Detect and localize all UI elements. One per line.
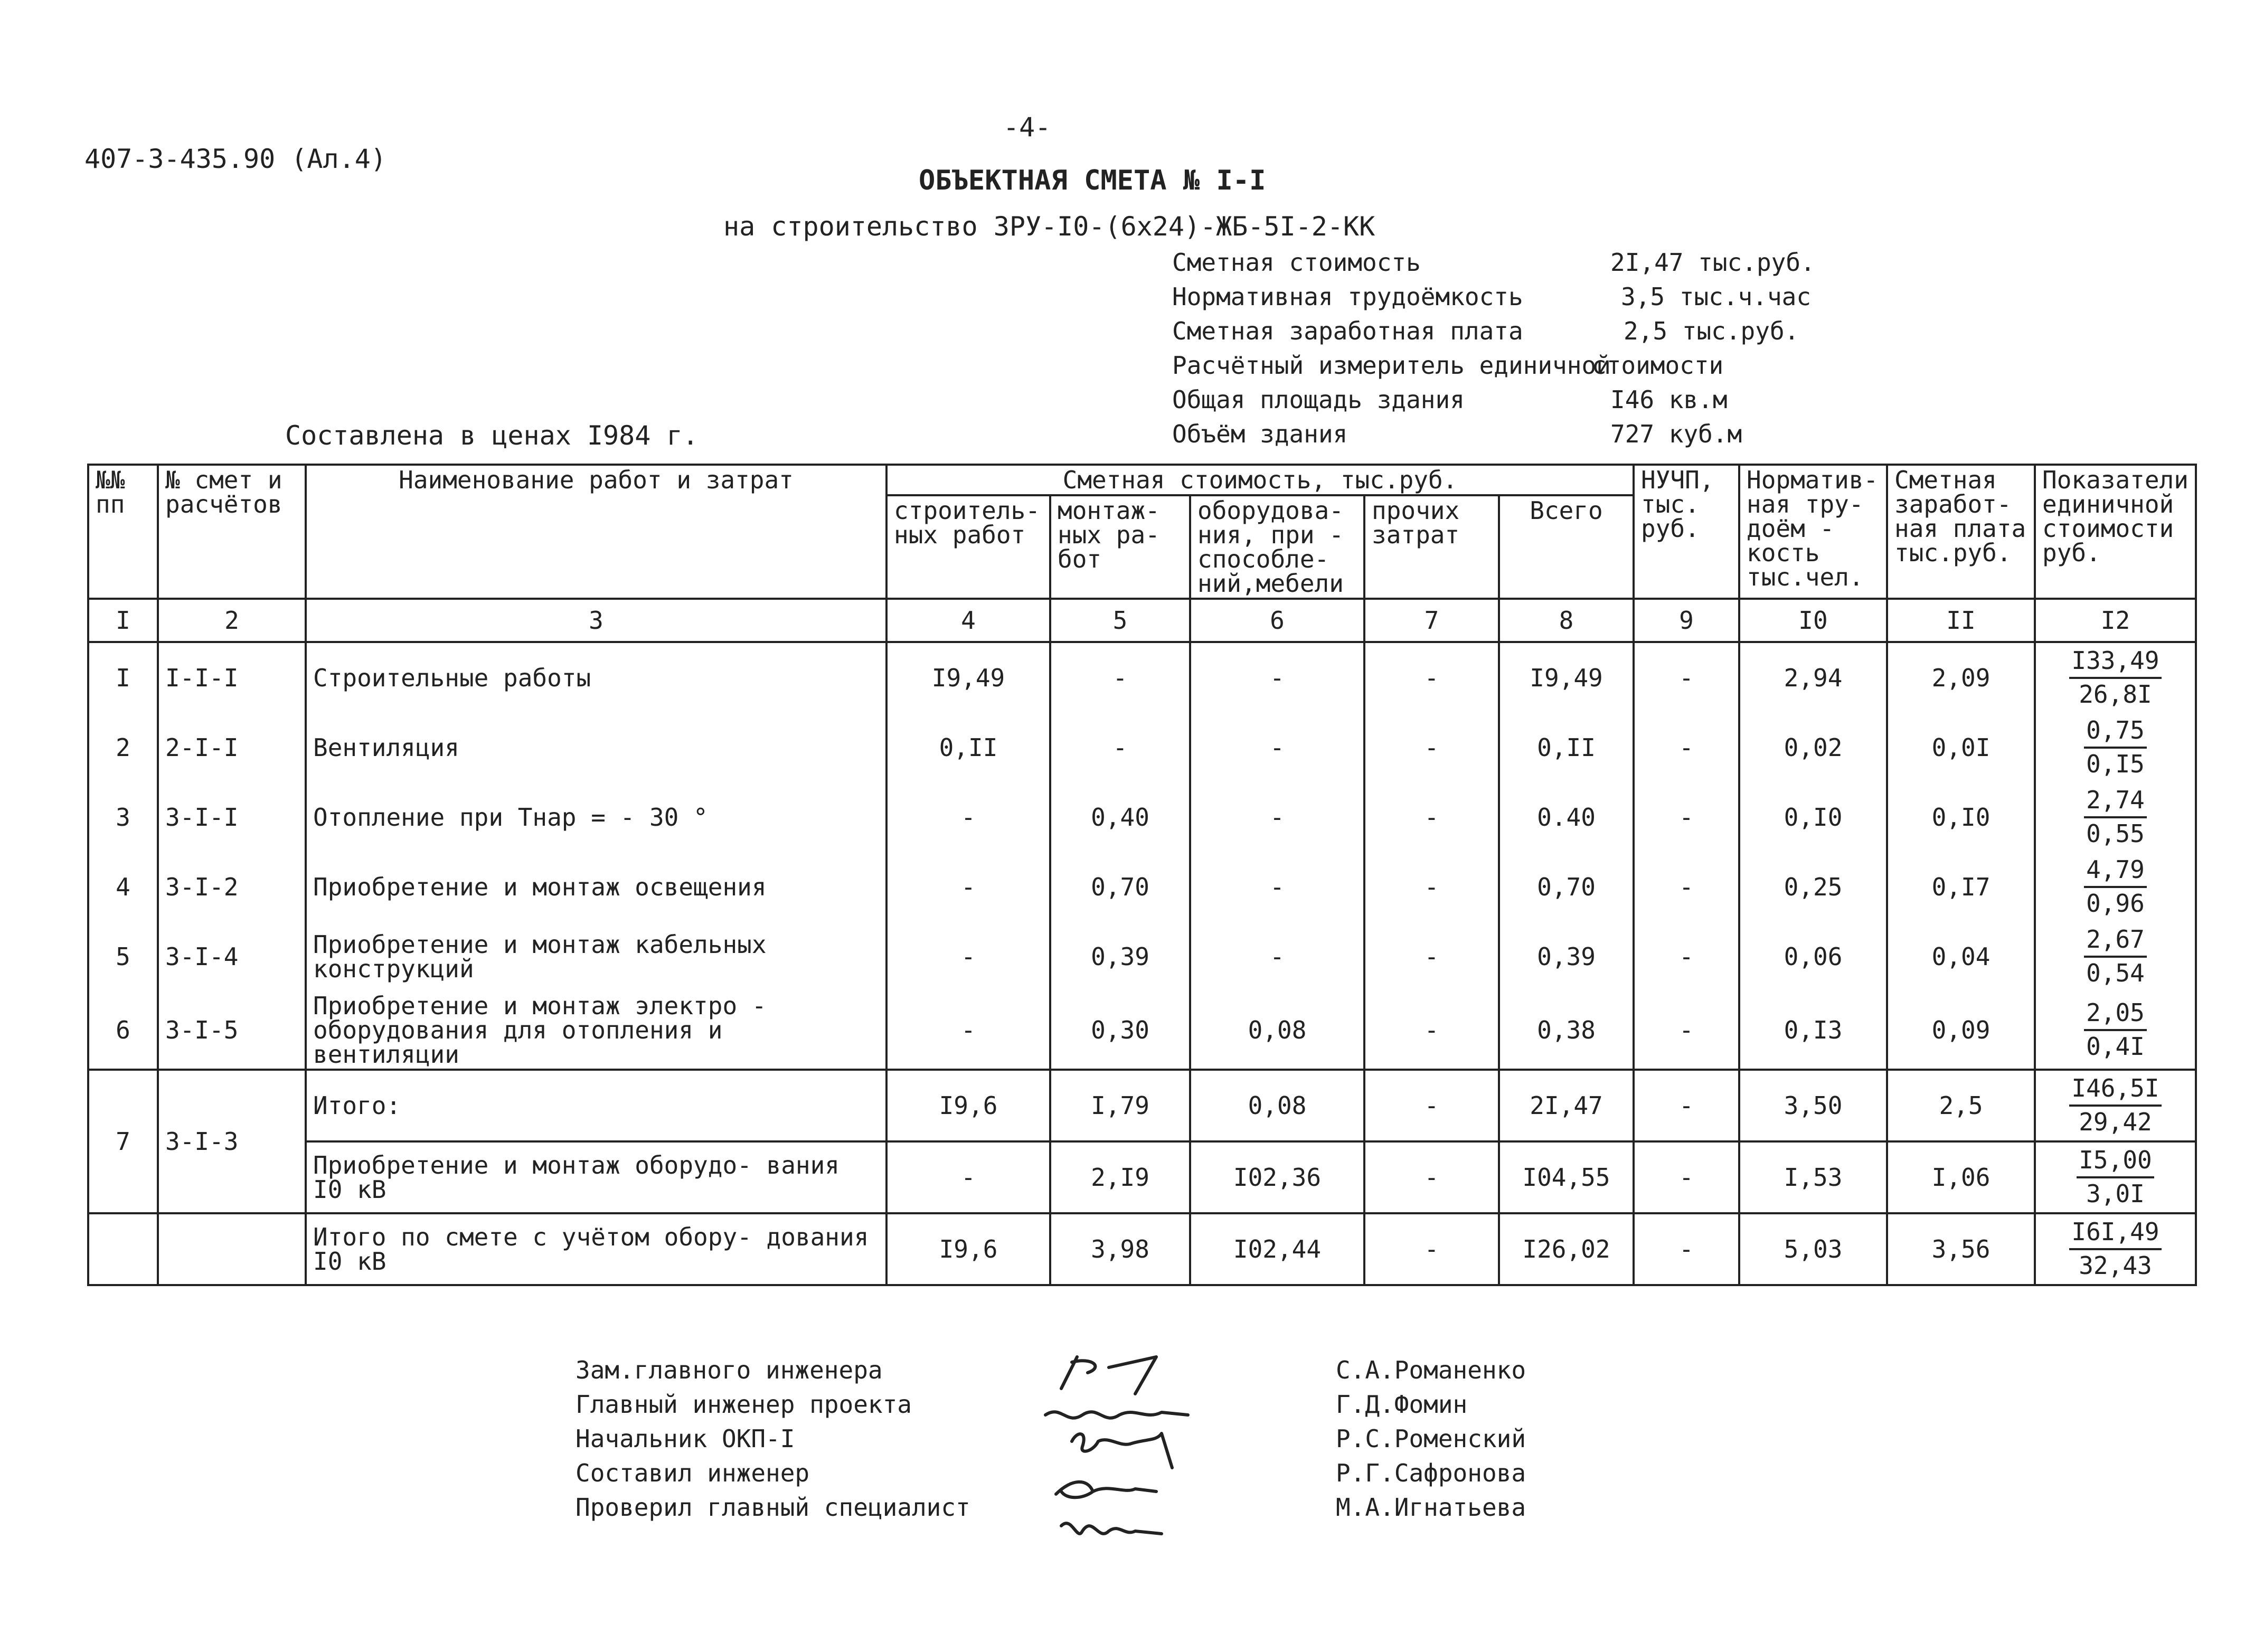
indicator-denominator: 0,55: [2086, 819, 2145, 848]
cell-wages: 0,09: [1887, 992, 2035, 1070]
row-estimate-no: 3-I-2: [158, 852, 306, 922]
cell-construction: I9,6: [886, 1213, 1050, 1285]
table-row: [88, 713, 2196, 782]
row-estimate-no: 3-I-4: [158, 922, 306, 992]
row-number: 3: [88, 782, 158, 852]
summary-value: стоимости: [1592, 351, 1724, 380]
cell-labor: 5,03: [1739, 1213, 1887, 1285]
cell-installation: 3,98: [1050, 1213, 1190, 1285]
indicator-denominator: 29,42: [2079, 1108, 2152, 1136]
indicator-numerator: 2,67: [2084, 924, 2147, 958]
cell-other: -: [1364, 1070, 1499, 1141]
cell-wages: 0,04: [1887, 922, 2035, 992]
row-number: 4: [88, 852, 158, 922]
row-work-name: Приобретение и монтаж электро - оборудования для отопления и вентиляции: [306, 992, 886, 1070]
cell-construction: -: [886, 922, 1050, 992]
cell-installation: 0,30: [1050, 992, 1190, 1070]
indicator-numerator: 0,75: [2084, 715, 2147, 749]
row-estimate-no: 3-I-5: [158, 992, 306, 1070]
column-number: I2: [2035, 599, 2196, 642]
prices-note: Составлена в ценах I984 г.: [285, 420, 699, 451]
cell-labor: 0,I0: [1739, 782, 1887, 852]
cell-indicator: [2035, 642, 2196, 713]
cell-wages: 0,I7: [1887, 852, 2035, 922]
indicator-numerator: 2,05: [2084, 997, 2147, 1031]
signature-name: Р.Г.Сафронова: [1336, 1459, 1526, 1487]
page-title: ОБЪЕКТНАЯ СМЕТА № I-I: [919, 165, 1266, 196]
row-number: 2: [88, 713, 158, 782]
cell-installation: 2,I9: [1050, 1141, 1190, 1213]
column-number: I: [88, 599, 158, 642]
summary-value: 3,5 тыс.ч.час: [1621, 282, 1812, 311]
cell-construction: -: [886, 782, 1050, 852]
cell-wages: 2,5: [1887, 1070, 2035, 1141]
cell-total: 0,II: [1499, 713, 1634, 782]
row-work-name: Приобретение и монтаж кабельных конструкций: [306, 922, 886, 992]
row-work-name: Строительные работы: [306, 642, 886, 713]
signature-title: Зам.главного инженера: [576, 1356, 883, 1384]
cell-other: -: [1364, 782, 1499, 852]
signature-title: Главный инженер проекта: [576, 1390, 912, 1419]
cell-indicator: [2035, 782, 2196, 852]
signature-title: Начальник ОКП-I: [576, 1424, 795, 1453]
header-indicators: Показатели единичной стоимости руб.: [2035, 465, 2196, 599]
row-work-name: Отопление при Тнар = - 30 °: [306, 782, 886, 852]
cell-nuchp: -: [1634, 922, 1739, 992]
grand-total-row: [88, 1213, 2196, 1285]
cell-other: -: [1364, 1213, 1499, 1285]
cell-labor: 3,50: [1739, 1070, 1887, 1141]
cell-wages: I,06: [1887, 1141, 2035, 1213]
header-total: Всего: [1499, 495, 1634, 599]
indicator-numerator: I33,49: [2069, 645, 2161, 679]
column-number: 2: [158, 599, 306, 642]
cell-labor: 2,94: [1739, 642, 1887, 713]
empty-cell: [158, 1213, 306, 1285]
header-nuchp: НУЧП, тыс. руб.: [1634, 465, 1739, 599]
cell-indicator: [2035, 1141, 2196, 1213]
indicator-numerator: 4,79: [2084, 854, 2147, 888]
header-construction: строитель- ных работ: [886, 495, 1050, 599]
row-work-name: Вентиляция: [306, 713, 886, 782]
cell-nuchp: -: [1634, 1070, 1739, 1141]
cell-indicator: [2035, 1070, 2196, 1141]
row-estimate-no: 3-I-3: [158, 1070, 306, 1213]
cell-installation: -: [1050, 642, 1190, 713]
cell-equipment: -: [1190, 852, 1364, 922]
cell-other: -: [1364, 922, 1499, 992]
cell-total: 2I,47: [1499, 1070, 1634, 1141]
header-equipment: оборудова- ния, при - способле- ний,мебели: [1190, 495, 1364, 599]
cell-labor: 0,02: [1739, 713, 1887, 782]
cell-labor: 0,I3: [1739, 992, 1887, 1070]
summary-value: 2,5 тыс.руб.: [1624, 317, 1799, 345]
cell-indicator: [2035, 852, 2196, 922]
cell-construction: I9,6: [886, 1070, 1050, 1141]
signature-name: С.А.Романенко: [1336, 1356, 1526, 1384]
column-number: 8: [1499, 599, 1634, 642]
summary-label: Нормативная трудоёмкость: [1172, 282, 1523, 311]
cell-installation: -: [1050, 713, 1190, 782]
cell-nuchp: -: [1634, 642, 1739, 713]
cell-nuchp: -: [1634, 992, 1739, 1070]
column-number: 7: [1364, 599, 1499, 642]
cell-other: -: [1364, 642, 1499, 713]
header-wages: Сметная заработ- ная плата тыс.руб.: [1887, 465, 2035, 599]
cell-equipment: I02,36: [1190, 1141, 1364, 1213]
subtotal-label: Итого:: [306, 1070, 886, 1141]
cell-nuchp: -: [1634, 852, 1739, 922]
cell-total: 0,39: [1499, 922, 1634, 992]
row-number: 6: [88, 992, 158, 1070]
table-row: [88, 992, 2196, 1070]
empty-cell: [88, 1213, 158, 1285]
cell-other: -: [1364, 852, 1499, 922]
cell-wages: 2,09: [1887, 642, 2035, 713]
table-row: [88, 852, 2196, 922]
signature-name: Р.С.Роменский: [1336, 1424, 1526, 1453]
table-row: [88, 642, 2196, 713]
indicator-denominator: 0,54: [2086, 959, 2145, 987]
cell-wages: 3,56: [1887, 1213, 2035, 1285]
signature-title: Проверил главный специалист: [576, 1493, 970, 1522]
cell-indicator: [2035, 922, 2196, 992]
cell-equipment: -: [1190, 713, 1364, 782]
column-number: 5: [1050, 599, 1190, 642]
summary-value: I46 кв.м: [1610, 385, 1728, 414]
header-name: Наименование работ и затрат: [306, 465, 886, 599]
cell-equipment: -: [1190, 642, 1364, 713]
cell-labor: 0,25: [1739, 852, 1887, 922]
estimate-table: [87, 464, 2197, 1286]
cell-construction: -: [886, 1141, 1050, 1213]
header-labor: Норматив- ная тру- доём - кость тыс.чел.: [1739, 465, 1887, 599]
header-estimate-no: № смет и расчётов: [158, 465, 306, 599]
row-estimate-no: 3-I-I: [158, 782, 306, 852]
subtotal-row: [88, 1070, 2196, 1141]
header-num: №№ пп: [88, 465, 158, 599]
cell-other: -: [1364, 713, 1499, 782]
cell-construction: I9,49: [886, 642, 1050, 713]
indicator-denominator: 0,I5: [2086, 750, 2145, 778]
handwritten-signatures: [1030, 1341, 1283, 1552]
indicator-denominator: 32,43: [2079, 1251, 2152, 1280]
column-number: II: [1887, 599, 2035, 642]
page-subtitle: на строительство ЗРУ-I0-(6х24)-ЖБ-5I-2-КК: [723, 211, 1375, 242]
indicator-numerator: 2,74: [2084, 785, 2147, 818]
cell-installation: I,79: [1050, 1070, 1190, 1141]
cell-labor: 0,06: [1739, 922, 1887, 992]
row-number: I: [88, 642, 158, 713]
row-estimate-no: I-I-I: [158, 642, 306, 713]
cell-other: -: [1364, 1141, 1499, 1213]
signature-name: Г.Д.Фомин: [1336, 1390, 1468, 1419]
indicator-numerator: I46,5I: [2069, 1073, 2161, 1107]
cell-equipment: -: [1190, 782, 1364, 852]
summary-value: 727 куб.м: [1610, 420, 1742, 448]
row-work-name: Приобретение и монтаж оборудо- вания I0 кВ: [306, 1141, 886, 1213]
cell-indicator: [2035, 713, 2196, 782]
signature-name: М.А.Игнатьева: [1336, 1493, 1526, 1522]
cell-total: 0,38: [1499, 992, 1634, 1070]
cell-construction: 0,II: [886, 713, 1050, 782]
cell-wages: 0,I0: [1887, 782, 2035, 852]
cell-labor: I,53: [1739, 1141, 1887, 1213]
column-number: 6: [1190, 599, 1364, 642]
page-number: -4-: [1003, 112, 1051, 143]
row-work-name: Приобретение и монтаж освещения: [306, 852, 886, 922]
cell-nuchp: -: [1634, 713, 1739, 782]
cell-installation: 0,40: [1050, 782, 1190, 852]
cell-indicator: [2035, 1213, 2196, 1285]
cell-nuchp: -: [1634, 1213, 1739, 1285]
header-installation: монтаж- ных ра- бот: [1050, 495, 1190, 599]
cell-installation: 0,39: [1050, 922, 1190, 992]
summary-value: 2I,47 тыс.руб.: [1610, 248, 1815, 277]
cell-total: I04,55: [1499, 1141, 1634, 1213]
summary-label: Объём здания: [1172, 420, 1348, 448]
column-number: 4: [886, 599, 1050, 642]
row-estimate-no: 2-I-I: [158, 713, 306, 782]
cell-equipment: I02,44: [1190, 1213, 1364, 1285]
row-number: 7: [88, 1070, 158, 1213]
cell-total: I9,49: [1499, 642, 1634, 713]
cell-other: -: [1364, 992, 1499, 1070]
grand-total-label: Итого по смете с учётом обору- дования I0 кВ: [306, 1213, 886, 1285]
cell-total: I26,02: [1499, 1213, 1634, 1285]
cell-nuchp: -: [1634, 1141, 1739, 1213]
cell-construction: -: [886, 992, 1050, 1070]
indicator-numerator: I6I,49: [2069, 1216, 2161, 1250]
summary-label: Общая площадь здания: [1172, 385, 1465, 414]
header-cost-group: Сметная стоимость, тыс.руб.: [886, 465, 1634, 495]
header-other: прочих затрат: [1364, 495, 1499, 599]
signature-title: Составил инженер: [576, 1459, 810, 1487]
cell-installation: 0,70: [1050, 852, 1190, 922]
cell-equipment: 0,08: [1190, 992, 1364, 1070]
column-number: 3: [306, 599, 886, 642]
cell-total: 0,70: [1499, 852, 1634, 922]
cell-wages: 0,0I: [1887, 713, 2035, 782]
table-row: [88, 1141, 2196, 1213]
cell-indicator: [2035, 992, 2196, 1070]
summary-label: Расчётный измеритель единичной: [1172, 351, 1611, 380]
table-row: [88, 782, 2196, 852]
row-number: 5: [88, 922, 158, 992]
indicator-denominator: 0,96: [2086, 889, 2145, 918]
indicator-denominator: 3,0I: [2086, 1179, 2145, 1208]
cell-construction: -: [886, 852, 1050, 922]
summary-label: Сметная заработная плата: [1172, 317, 1523, 345]
indicator-denominator: 26,8I: [2079, 680, 2152, 709]
cell-total: 0.40: [1499, 782, 1634, 852]
summary-label: Сметная стоимость: [1172, 248, 1421, 277]
table-row: [88, 922, 2196, 992]
column-number: 9: [1634, 599, 1739, 642]
cell-nuchp: -: [1634, 782, 1739, 852]
cell-equipment: -: [1190, 922, 1364, 992]
cell-equipment: 0,08: [1190, 1070, 1364, 1141]
column-numbers-row: [88, 599, 2196, 642]
indicator-numerator: I5,00: [2077, 1145, 2154, 1178]
document-code: 407-3-435.90 (Ал.4): [84, 144, 386, 174]
indicator-denominator: 0,4I: [2086, 1032, 2145, 1061]
column-number: I0: [1739, 599, 1887, 642]
